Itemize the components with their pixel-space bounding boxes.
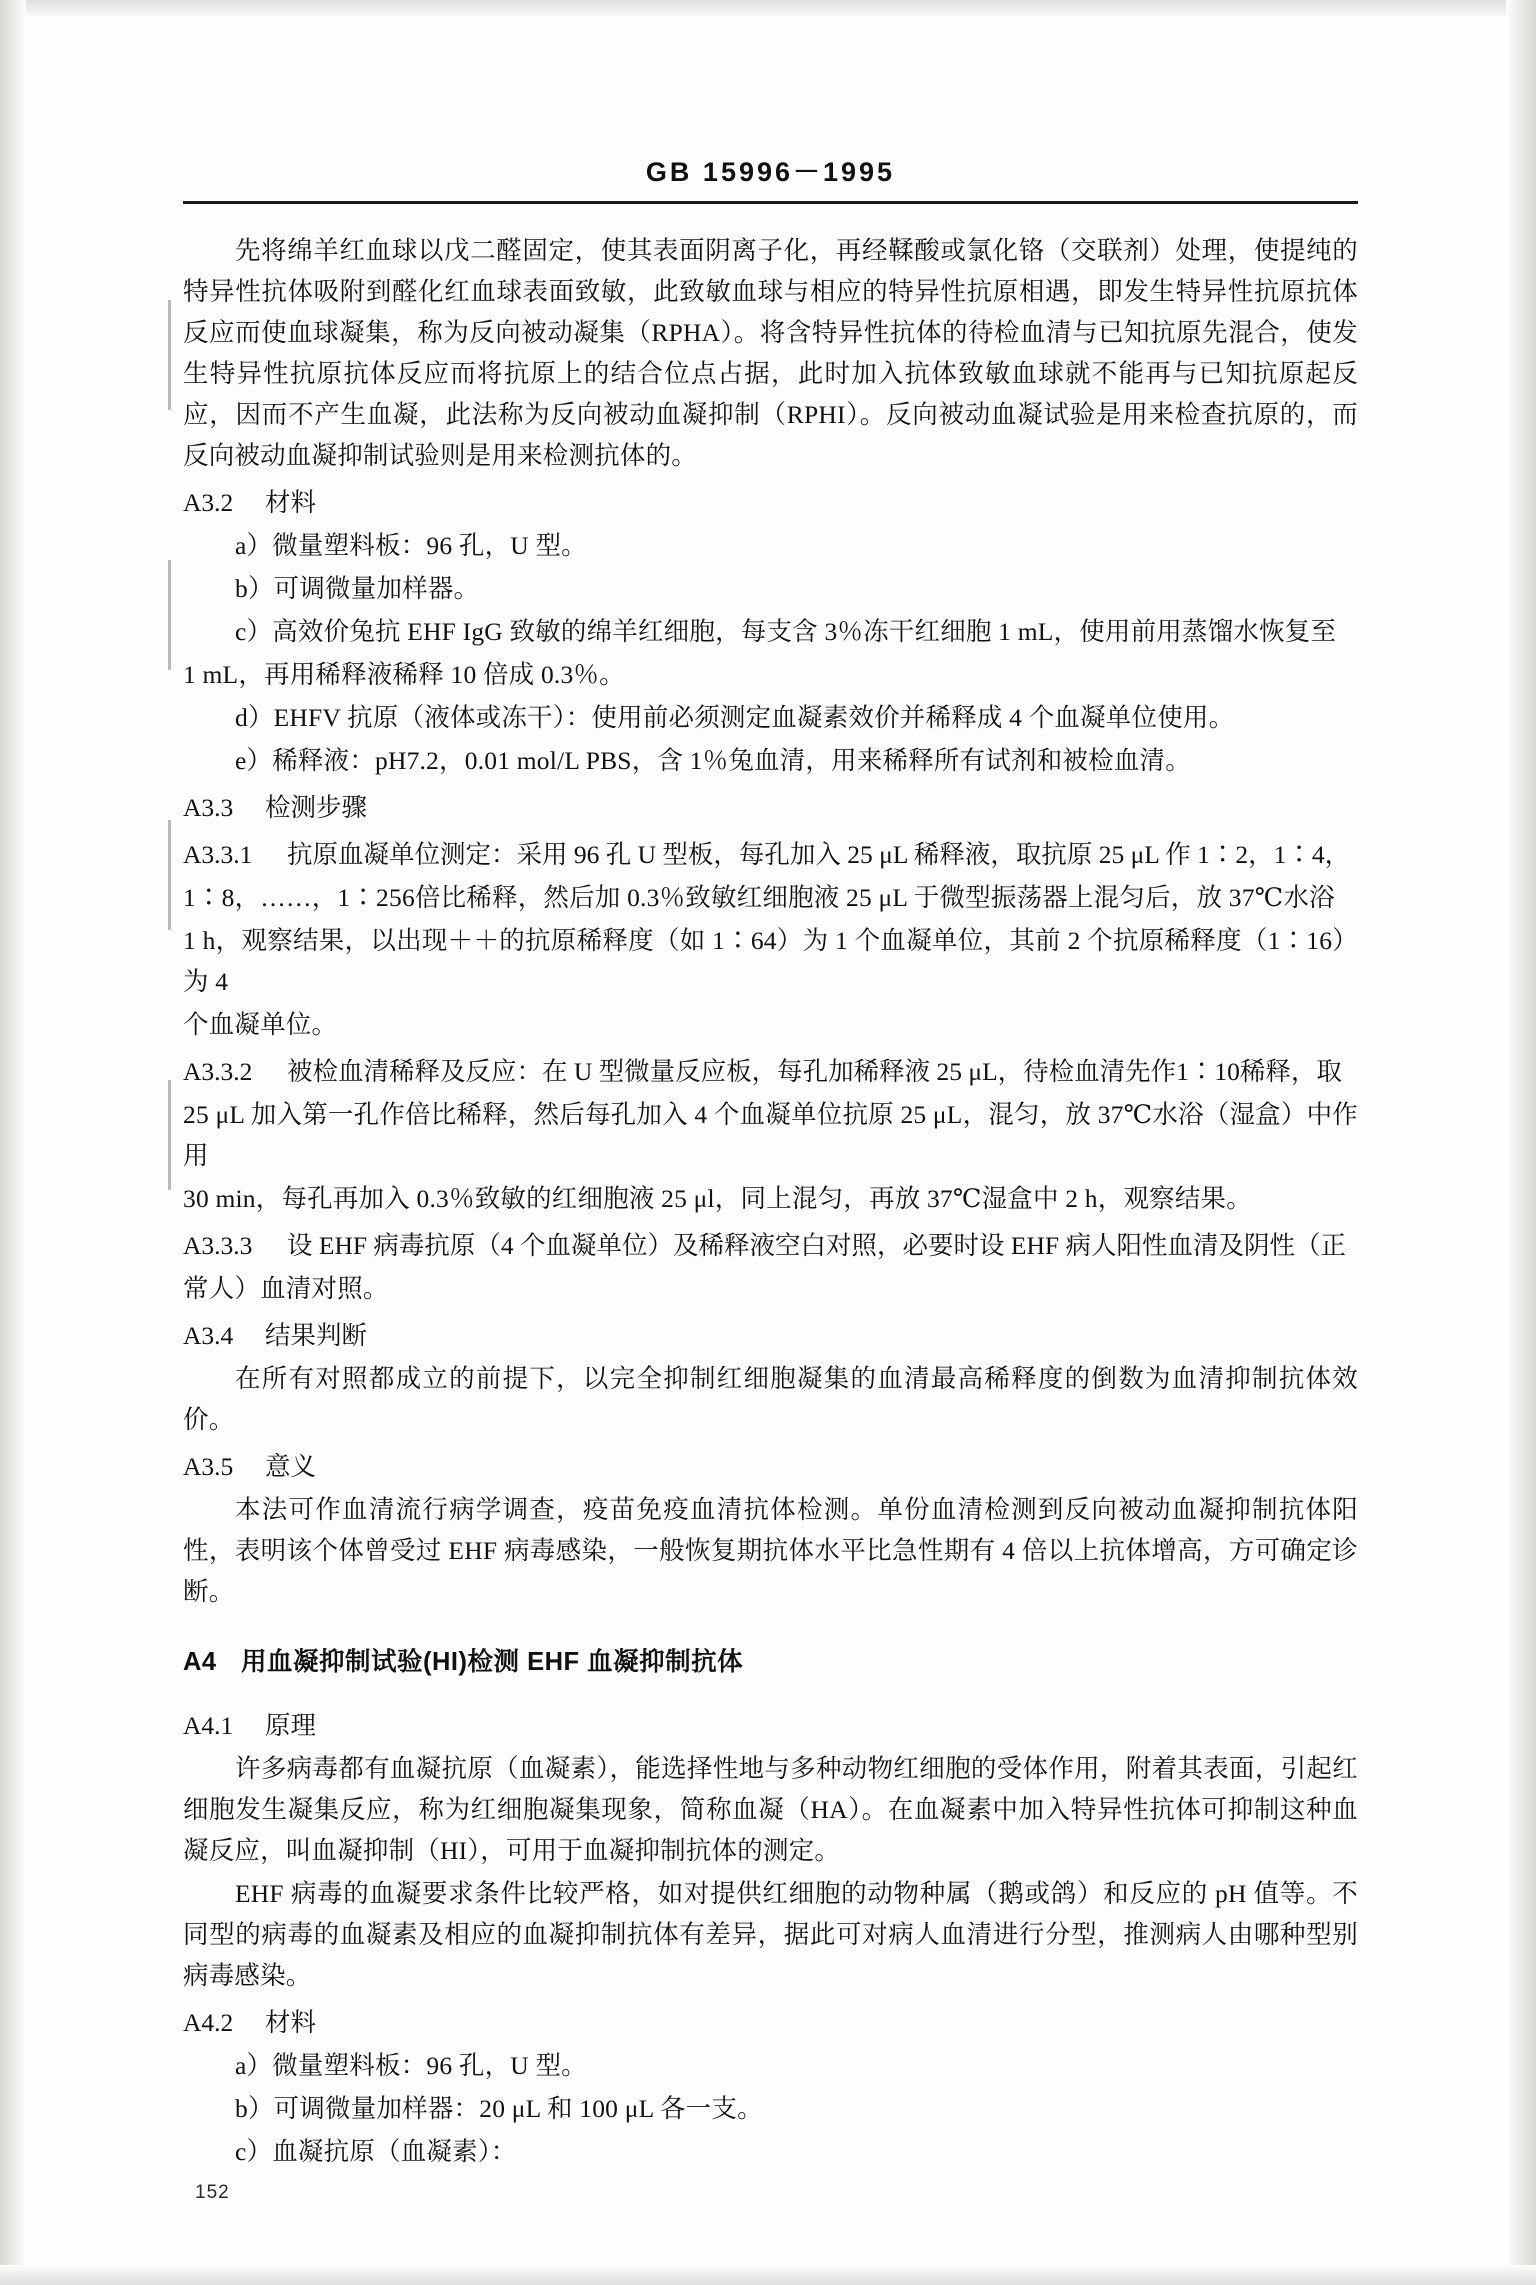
section-a3-4-number: A3.4 [183, 1321, 234, 1350]
page-edge-left [0, 0, 26, 2285]
list-item: c）高效价兔抗 EHF IgG 致敏的绵羊红细胞，每支含 3％冻干红细胞 1 mL，使用前用蒸馏水恢复至 [235, 617, 1337, 646]
section-a4-1-heading [183, 1705, 1358, 1746]
page-edge-right [1506, 0, 1536, 2285]
paragraph-continuation: 25 μL 加入第一孔作倍比稀释，然后每孔加入 4 个血凝单位抗原 25 μL，混匀，放 37℃水浴（湿盒）中作用 [183, 1100, 1358, 1170]
document-content [183, 150, 1358, 2174]
list-item: c）血凝抗原（血凝素）： [235, 2137, 517, 2166]
list-item-continuation: 1 mL，再用稀释液稀释 10 倍成 0.3％。 [183, 660, 625, 689]
list-item: b）可调微量加样器。 [235, 574, 480, 603]
paragraph-a4-1-b: EHF 病毒的血凝要求条件比较严格，如对提供红细胞的动物种属（鹅或鸽）和反应的 pH 值等。不同型的病毒的血凝素及相应的血凝抑制抗体有差异，据此可对病人血清进行分型，推测病人由哪种型别病毒感染。 [183, 1879, 1358, 1990]
section-a3-5-title: 意义 [265, 1452, 317, 1481]
section-a4-2-title: 材料 [265, 2008, 317, 2037]
section-a3-3-3-text: 设 EHF 病毒抗原（4 个血凝单位）及稀释液空白对照，必要时设 EHF 病人阳性血清及阴性（正 [287, 1231, 1346, 1260]
paragraph-a4-1-a: 许多病毒都有血凝抗原（血凝素），能选择性地与多种动物红细胞的受体作用，附着其表面，引起红细胞发生凝集反应，称为红细胞凝集现象，简称血凝（HA）。在血凝素中加入特异性抗体可抑制这种血凝反应，叫血凝抑制（HI），可用于血凝抑制抗体的测定。 [183, 1754, 1358, 1865]
section-a3-3-1-heading [183, 834, 1358, 875]
paragraph-a3-5: 本法可作血清流行病学调查，疫苗免疫血清抗体检测。单份血清检测到反向被动血凝抑制抗体阳性，表明该个体曾受过 EHF 病毒感染，一般恢复期抗体水平比急性期有 4 倍以上抗体增高，方可确定诊断。 [183, 1495, 1358, 1606]
section-a3-3-3-heading [183, 1225, 1358, 1266]
page-header-standard-code: GB 15996－1995 [645, 157, 896, 187]
paragraph-continuation: 个血凝单位。 [183, 1010, 338, 1039]
section-a3-3-number: A3.3 [183, 793, 234, 822]
page-edge-top [0, 0, 1536, 18]
list-item: e）稀释液：pH7.2，0.01 mol/L PBS，含 1％兔血清，用来稀释所有试剂和被检血清。 [235, 746, 1191, 775]
section-a4-1-title: 原理 [265, 1711, 317, 1740]
page-edge-bottom [0, 2265, 1536, 2285]
page-number: 152 [195, 2182, 230, 2203]
section-a3-3-heading [183, 787, 1358, 828]
section-a3-3-1-number: A3.3.1 [183, 840, 253, 869]
section-a3-4-heading [183, 1315, 1358, 1356]
section-a3-2-heading [183, 482, 1358, 523]
section-a3-2-title: 材料 [265, 488, 317, 517]
section-a4-number: A4 [183, 1648, 217, 1676]
section-a3-3-2-heading [183, 1051, 1358, 1092]
section-a3-3-2-text: 被检血清稀释及反应：在 U 型微量反应板，每孔加稀释液 25 μL，待检血清先作1∶10稀释，取 [287, 1057, 1342, 1086]
section-a3-4-title: 结果判断 [265, 1321, 368, 1350]
list-item: a）微量塑料板：96 孔，U 型。 [235, 2051, 587, 2080]
header-rule [183, 201, 1358, 204]
binding-marks [168, 300, 171, 1420]
section-a3-3-1-text: 抗原血凝单位测定：采用 96 孔 U 型板，每孔加入 25 μL 稀释液，取抗原 25 μL 作 1∶2，1∶4， [287, 840, 1351, 869]
list-item: a）微量塑料板：96 孔，U 型。 [235, 531, 587, 560]
section-a4-heading [183, 1642, 1358, 1683]
list-item: d）EHFV 抗原（液体或冻干）：使用前必须测定血凝素效价并稀释成 4 个血凝单位使用。 [235, 703, 1235, 732]
section-a3-2-number: A3.2 [183, 488, 234, 517]
list-item: b）可调微量加样器：20 μL 和 100 μL 各一支。 [235, 2094, 763, 2123]
section-a3-3-title: 检测步骤 [265, 793, 368, 822]
paragraph-continuation: 常人）血清对照。 [183, 1274, 389, 1303]
section-a3-3-2-number: A3.3.2 [183, 1057, 253, 1086]
paragraph-a3-4: 在所有对照都成立的前提下，以完全抑制红细胞凝集的血清最高稀释度的倒数为血清抑制抗体效价。 [183, 1364, 1358, 1434]
paragraph-continuation: 1∶8，……，1∶256倍比稀释，然后加 0.3％致敏红细胞液 25 μL 于微型振荡器上混匀后，放 37℃水浴 [183, 883, 1335, 912]
section-a3-5-number: A3.5 [183, 1452, 234, 1481]
section-a4-title: 用血凝抑制试验(HI)检测 EHF 血凝抑制抗体 [241, 1648, 744, 1676]
section-a4-2-heading [183, 2002, 1358, 2043]
paragraph-continuation: 1 h，观察结果，以出现＋＋的抗原稀释度（如 1∶64）为 1 个血凝单位，其前 2 个抗原稀释度（1∶16）为 4 [183, 926, 1358, 996]
section-a3-3-3-number: A3.3.3 [183, 1231, 253, 1260]
section-a4-1-number: A4.1 [183, 1711, 234, 1740]
section-a3-5-heading [183, 1446, 1358, 1487]
paragraph-intro: 先将绵羊红血球以戊二醛固定，使其表面阴离子化，再经鞣酸或氯化铬（交联剂）处理，使提纯的特异性抗体吸附到醛化红血球表面致敏，此致敏血球与相应的特异性抗原相遇，即发生特异性抗原抗体反应而使血球凝集，称为反向被动凝集（RPHA）。将含特异性抗体的待检血清与已知抗原先混合，使发生特异性抗原抗体反应而将抗原上的结合位点占据，此时加入抗体致敏血球就不能再与已知抗原起反应，因而不产生血凝，此法称为反向被动血凝抑制（RPHI）。反向被动血凝试验是用来检查抗原的，而反向被动血凝抑制试验则是用来检测抗体的。 [183, 236, 1358, 470]
paragraph-continuation: 30 min，每孔再加入 0.3％致敏的红细胞液 25 μl，同上混匀，再放 37℃湿盒中 2 h，观察结果。 [183, 1184, 1252, 1213]
section-a4-2-number: A4.2 [183, 2008, 234, 2037]
